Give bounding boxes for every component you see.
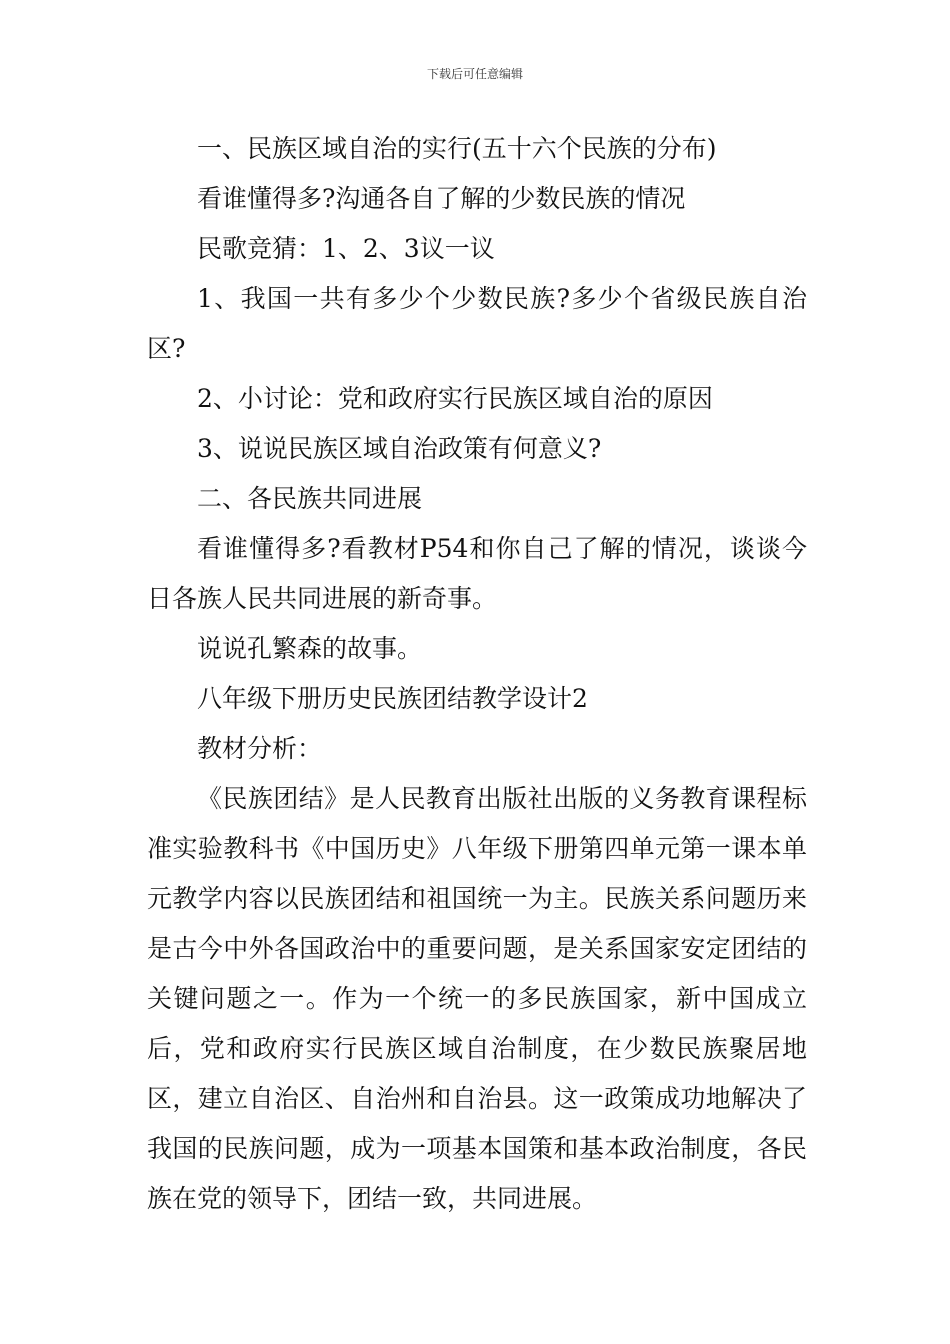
document-subtitle: 八年级下册历史民族团结教学设计2 (197, 684, 588, 713)
paragraph-activity-3: 看谁懂得多?看教材P54和你自己了解的情况，谈谈今日各族人民共同进展的新奇事。 (147, 534, 807, 613)
question-2: 2、小讨论：党和政府实行民族区域自治的原因 (197, 384, 713, 413)
section-heading-2: 二、各民族共同进展 (197, 484, 423, 513)
paragraph-story: 说说孔繁森的故事。 (197, 634, 423, 663)
paragraph-activity-1: 看谁懂得多?沟通各自了解的少数民族的情况 (197, 184, 686, 213)
paragraph-activity-2: 民歌竞猜：1、2、3议一议 (197, 234, 495, 263)
question-3: 3、说说民族区域自治政策有何意义? (197, 434, 602, 463)
paragraph-analysis: 《民族团结》是人民教育出版社出版的义务教育课程标准实验教科书《中国历史》八年级下册第四单元第一课本单元教学内容以民族团结和祖国统一为主。民族关系问题历来是古今中外各国政治中的重要问题，是关系国家安定团结的关键问题之一。作为一个统一的多民族国家，新中国成立后，党和政府实行民族区域自治制度，在少数民族聚居地区，建立自治区、自治州和自治县。这一政策成功地解决了我国的民族问题，成为一项基本国策和基本政治制度，各民族在党的领导下，团结一致，共同进展。 (147, 784, 807, 1213)
section-heading-1: 一、民族区域自治的实行(五十六个民族的分布) (197, 134, 717, 163)
question-1: 1、我国一共有多少个少数民族?多少个省级民族自治区? (147, 284, 807, 363)
section-heading-analysis: 教材分析： (197, 734, 323, 763)
document-body (147, 124, 807, 1224)
page-header-note: 下载后可任意编辑 (426, 67, 523, 81)
